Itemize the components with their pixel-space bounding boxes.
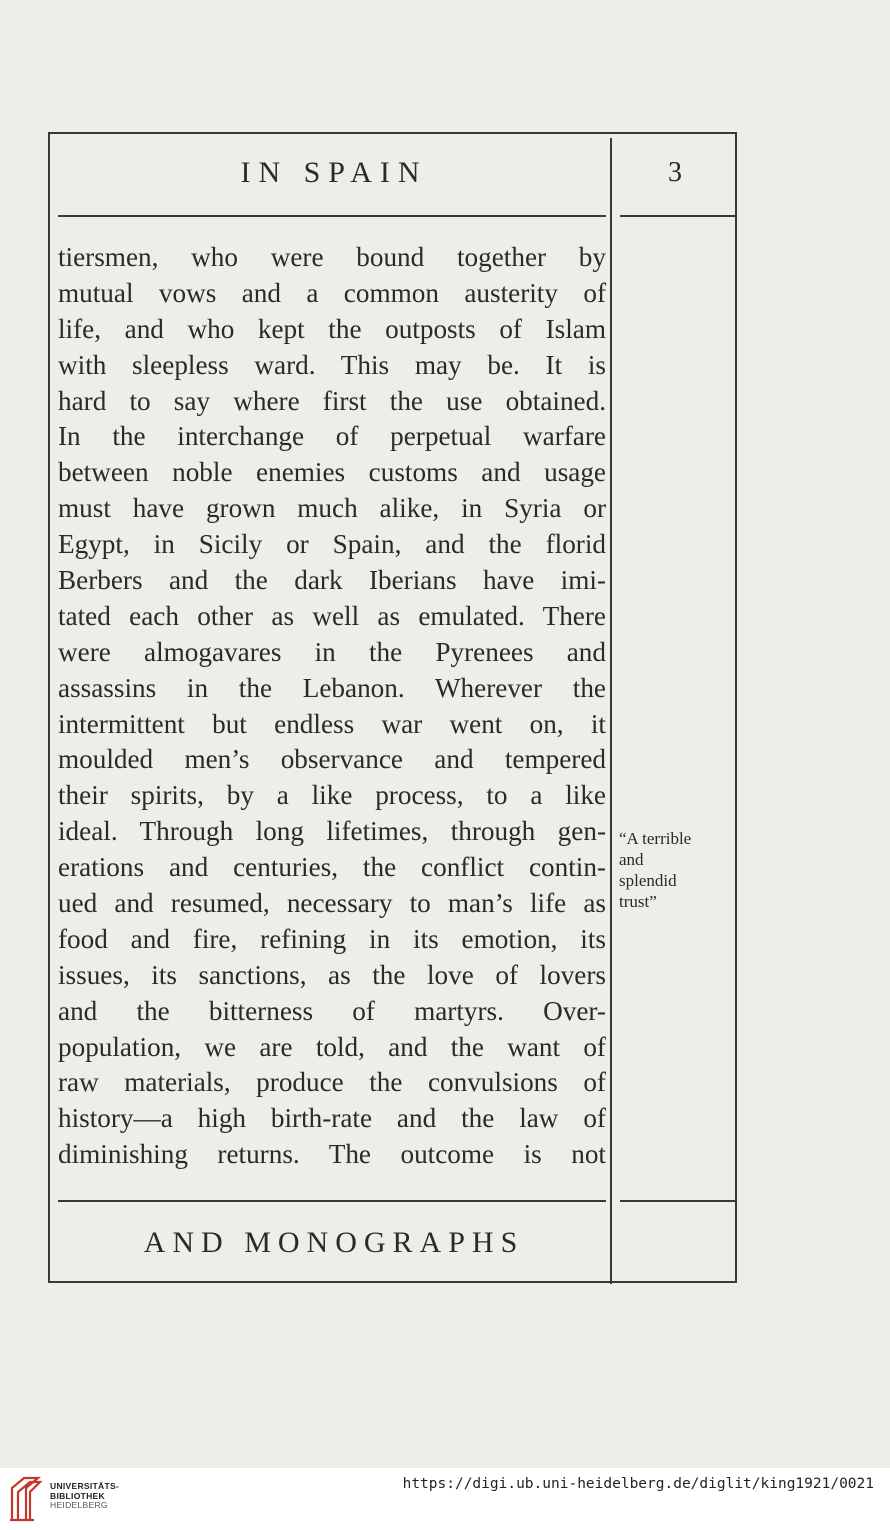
series-title: AND MONOGRAPHS: [143, 1226, 525, 1259]
text-line: Berbers and the dark Iberians have imi-: [58, 565, 606, 596]
header-rule-main: [58, 215, 606, 217]
footer-rule-main: [58, 1200, 606, 1202]
text-line: Egypt, in Sicily or Spain, and the florid: [58, 529, 606, 560]
marginal-note-line: and: [619, 850, 644, 869]
text-line: history—a high birth-rate and the law of: [58, 1103, 606, 1134]
text-line: their spirits, by a like process, to a like: [58, 780, 606, 811]
institution-name: [50, 1482, 119, 1511]
text-line: moulded men’s observance and tempered: [58, 744, 606, 775]
text-line: food and fire, refining in its emotion, its: [58, 923, 606, 954]
text-line: life, and who kept the outposts of Islam: [58, 313, 606, 344]
text-line: mutual vows and a common austerity of: [58, 277, 606, 308]
text-line: population, we are told, and the want of: [58, 1031, 606, 1062]
text-line: between noble enemies customs and usage: [58, 457, 606, 488]
marginal-note: [619, 828, 737, 912]
text-line: diminishing returns. The outcome is not: [58, 1139, 606, 1170]
text-line: must have grown much alike, in Syria or: [58, 493, 606, 524]
text-line: intermittent but endless war went on, it: [58, 708, 606, 739]
marginal-note-line: splendid: [619, 871, 677, 890]
marginal-note-line: trust”: [619, 892, 657, 911]
text-line: hard to say where first the use obtained.: [58, 385, 606, 416]
text-line: tiersmen, who were bound together by: [58, 242, 606, 272]
body-text: [58, 240, 606, 1173]
marginal-note-line: “A terrible: [619, 829, 692, 848]
text-line: ideal. Through long lifetimes, through gen-: [58, 816, 606, 847]
institution-line: HEIDELBERG: [50, 1500, 108, 1510]
text-line: and the bitterness of martyrs. Over-: [58, 995, 606, 1026]
text-line: issues, its sanctions, as the love of lovers: [58, 959, 606, 990]
source-url-link[interactable]: https://digi.ub.uni-heidelberg.de/diglit/king1921/0021: [402, 1476, 874, 1492]
footer-rule-margin: [620, 1200, 737, 1202]
text-line: ued and resumed, necessary to man’s life as: [58, 888, 606, 919]
page-number: 3: [668, 157, 682, 188]
institution-line: BIBLIOTHEK: [50, 1490, 105, 1501]
header-rule-margin: [620, 215, 737, 217]
library-logo-icon: [8, 1474, 44, 1524]
text-line: raw materials, produce the convulsions of: [58, 1067, 606, 1098]
text-line: with sleepless ward. This may be. It is: [58, 349, 606, 380]
running-title: IN SPAIN: [240, 156, 428, 189]
institution-line: UNIVERSITÄTS-: [50, 1481, 120, 1491]
text-line: tated each other as well as emulated. There: [58, 600, 606, 631]
text-line: erations and centuries, the conflict contin-: [58, 852, 606, 883]
margin-column-divider: [610, 138, 612, 1284]
text-line: In the interchange of perpetual warfare: [58, 421, 606, 452]
text-line: were almogavares in the Pyrenees and: [58, 636, 606, 667]
text-line: assassins in the Lebanon. Wherever the: [58, 672, 606, 703]
